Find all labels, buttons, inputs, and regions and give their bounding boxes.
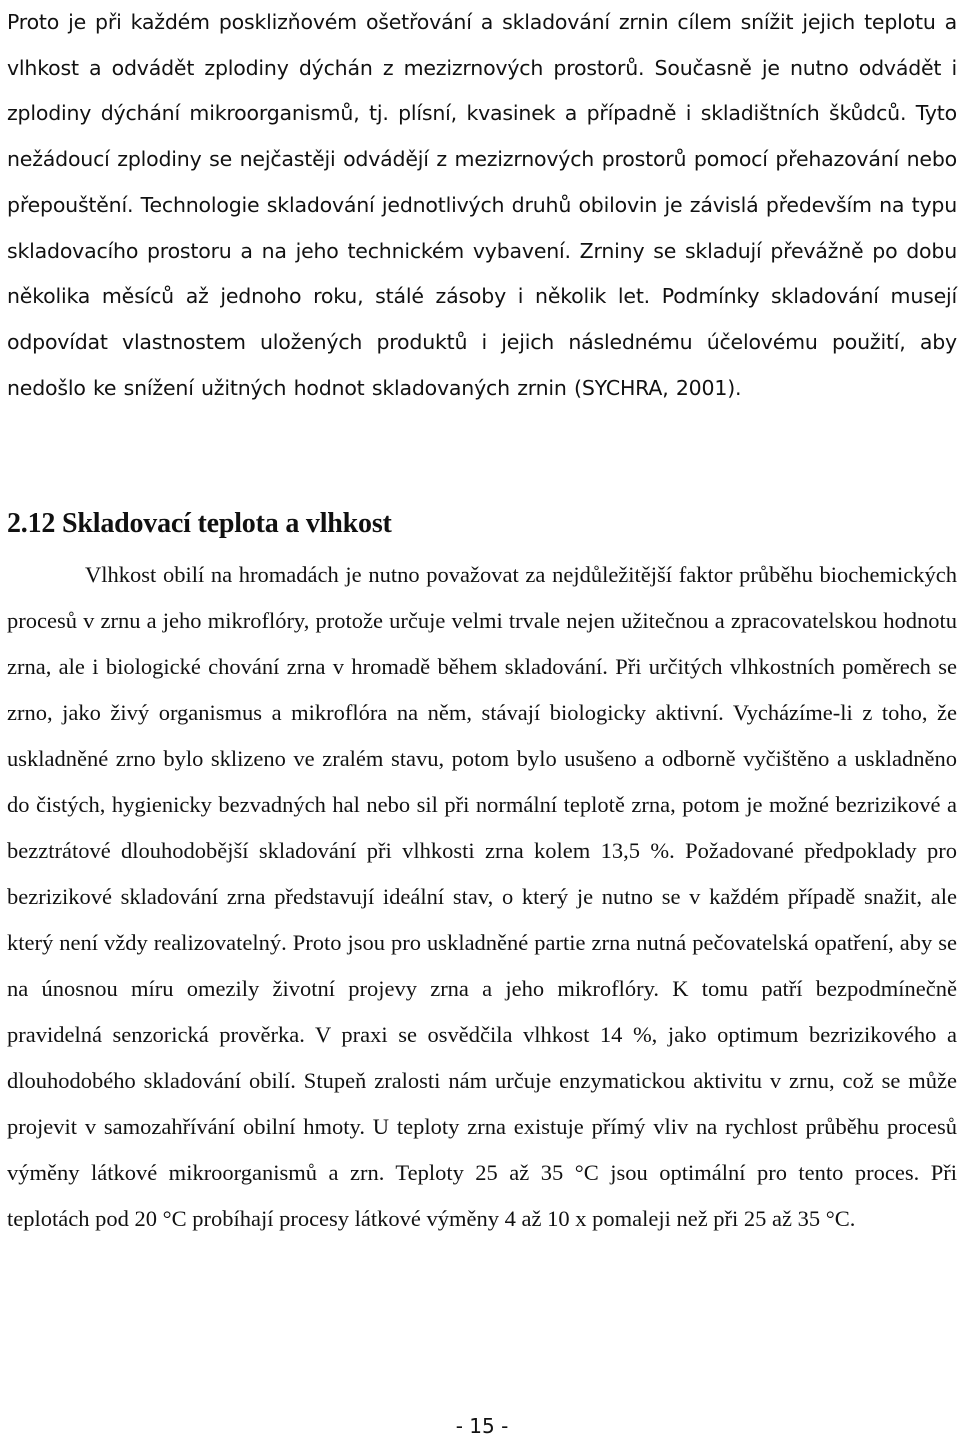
paragraph-moisture-temperature: Vlhkost obilí na hromadách je nutno považovat za nejdůležitější faktor průběhu biochemických procesů v zrnu a jeho mikroflóry, protože určuje velmi trvale nejen užitečnou a zpracovatelskou hodnotu zrna, ale i biologické chování zrna v hromadě během skladování. Při určitých vlhkostních poměrech se zrno, jako živý organismus a mikroflóra na něm, stávají biologicky aktivní. Vycházíme-li z toho, že uskladněné zrno bylo sklizeno ve zralém stavu, potom bylo usušeno a odborně vyčištěno a uskladněno do čistých, hygienicky bezvadných hal nebo sil při normální teplotě zrna, potom je možné bezrizikové a bezztrátové dlouhodobější skladování při vlhkosti zrna kolem 13,5 %. Požadované předpoklady pro bezrizikové skladování zrna představují ideální stav, o který je nutno se v každém případě snažit, ale který není vždy realizovatelný. Proto jsou pro uskladněné partie zrna nutná pečovatelská opatření, aby se na únosnou míru omezily životní projevy zrna a jeho mikroflóry. K tomu patří bezpodmínečně pravidelná senzorická prověrka. V praxi se osvědčila vlhkost 14 %, jako optimum bezrizikového a dlouhodobého skladování obilí. Stupeň zralosti nám určuje enzymatickou aktivitu v zrnu, což se může projevit v samozahřívání obilní hmoty. U teploty zrna existuje přímý vliv na rychlost průběhu procesů výměny látkové mikroorganismů a zrn. Teploty 25 až 35 °C jsou optimální pro tento proces. Při teplotách pod 20 °C probíhají procesy látkové výměny 4 až 10 x pomaleji než při 25 až 35 °C. bbox=[7, 562, 957, 1231]
section-heading: 2.12 Skladovací teplota a vlhkost bbox=[7, 508, 392, 539]
page-number: - 15 - bbox=[455, 1414, 509, 1438]
paragraph-storage-intro: Proto je při každém posklizňovém ošetřování a skladování zrnin cílem snížit jejich teplotu a vlhkost a odvádět zplodiny dýchán z mezizrnových prostorů. Současně je nutno odvádět i zplodiny dýchání mikroorganismů, tj. plísní, kvasinek a případně i skladištních škůdců. Tyto nežádoucí zplodiny se nejčastěji odvádějí z mezizrnových prostorů pomocí přehazování nebo přepouštění. Technologie skladování jednotlivých druhů obilovin je závislá především na typu skladovacího prostoru a na jeho technickém vybavení. Zrniny se skladují převážně po dobu několika měsíců až jednoho roku, stálé zásoby i několik let. Podmínky skladování musejí odpovídat vlastnostem uložených produktů i jejich následnému účelovému použití, aby nedošlo ke snížení užitných hodnot skladovaných zrnin (SYCHRA, 2001). bbox=[7, 10, 957, 400]
document-page bbox=[7, 0, 957, 1440]
